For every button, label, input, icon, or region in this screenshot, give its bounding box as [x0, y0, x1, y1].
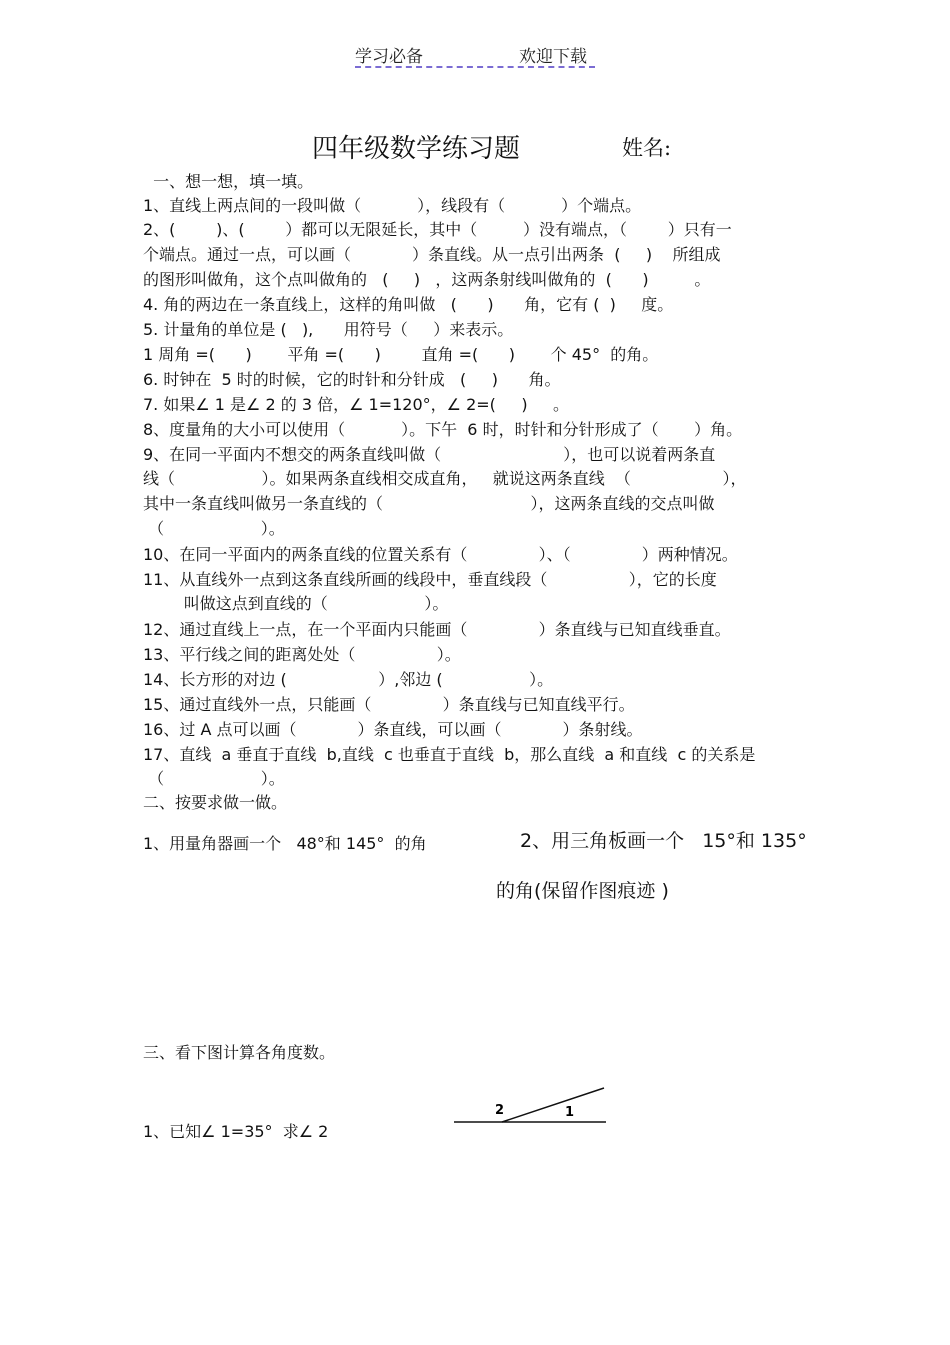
task-2-line-1: 2、用三角板画一个 15°和 135°	[520, 830, 807, 852]
question-line: （ ）。	[143, 769, 285, 788]
question-line: 12、通过直线上一点，在一个平面内只能画（ ）条直线与已知直线垂直。	[143, 620, 731, 639]
question-line: 14、长方形的对边 ( ）,邻边 ( ）。	[143, 670, 554, 689]
header-left: 学习必备	[355, 47, 423, 67]
question-line: 16、过 A 点可以画（ ）条直线，可以画（ ）条射线。	[143, 720, 643, 739]
question-line: 11、从直线外一点到这条直线所画的线段中，垂直线段（ ），它的长度	[143, 570, 717, 589]
name-label: 姓名:	[622, 136, 672, 160]
section-1-heading: 一、想一想，填一填。	[143, 172, 314, 191]
question-line: 17、直线 a 垂直于直线 b,直线 c 也垂直于直线 b，那么直线 a 和直线 c 的关系是	[143, 745, 756, 764]
question-line: 其中一条直线叫做另一条直线的（ ），这两条直线的交点叫做	[143, 494, 715, 513]
question-line: 个端点。通过一点，可以画（ ）条直线。从一点引出两条 ( ) 所组成	[143, 245, 721, 264]
question-line: 的图形叫做角，这个点叫做角的 ( ) ，这两条射线叫做角的 ( ) 。	[143, 270, 711, 289]
question-line: 4. 角的两边在一条直线上，这样的角叫做 ( ) 角，它有 ( ) 度。	[143, 295, 674, 314]
ray	[502, 1088, 604, 1122]
section-2-heading: 二、按要求做一做。	[143, 793, 288, 812]
question-line: 9、在同一平面内不想交的两条直线叫做（ ），也可以说着两条直	[143, 445, 716, 464]
question-line: 13、平行线之间的距离处处（ ）。	[143, 645, 461, 664]
question-line: 15、通过直线外一点，只能画（ ）条直线与已知直线平行。	[143, 695, 635, 714]
question-line: 8、度量角的大小可以使用（ ）。下午 6 时，时针和分针形成了（ ）角。	[143, 420, 743, 439]
question-line: 叫做这点到直线的（ ）。	[143, 594, 449, 613]
task-1: 1、用量角器画一个 48°和 145° 的角	[143, 834, 427, 853]
section-3-heading: 三、看下图计算各角度数。	[143, 1043, 336, 1062]
question-line: 1、直线上两点间的一段叫做（ ），线段有（ ）个端点。	[143, 196, 642, 215]
question-line: 1 周角 =( ) 平角 =( ) 直角 =( ) 个 45° 的角。	[143, 345, 659, 364]
question-line: 7. 如果∠ 1 是∠ 2 的 3 倍，∠ 1=120°，∠ 2=( ) 。	[143, 395, 570, 414]
question-line: 2、( )、( ）都可以无限延长，其中（ ）没有端点，（ ）只有一	[143, 220, 732, 239]
question-line: 6. 时钟在 5 时的时候，它的时针和分针成 ( ) 角。	[143, 370, 561, 389]
question-line: （ ）。	[143, 519, 285, 538]
task-2-line-2: 的角(保留作图痕迹 )	[496, 880, 669, 902]
header-right: 欢迎下载	[519, 47, 587, 67]
angle-label-2: 2	[495, 1103, 505, 1118]
question-line: 10、在同一平面内的两条直线的位置关系有（ ）、（ ）两种情况。	[143, 545, 738, 564]
page-header	[355, 42, 595, 68]
angle-figure	[448, 1084, 618, 1134]
question-line: 5. 计量角的单位是 ( ), 用符号（ ）来表示。	[143, 320, 514, 339]
question-angle-1: 1、已知∠ 1=35° 求∠ 2	[143, 1122, 329, 1141]
page-title: 四年级数学练习题	[312, 134, 521, 164]
angle-label-1: 1	[565, 1105, 575, 1120]
question-line: 线（ ）。如果两条直线相交成直角， 就说这两条直线 （ ），	[143, 469, 747, 488]
